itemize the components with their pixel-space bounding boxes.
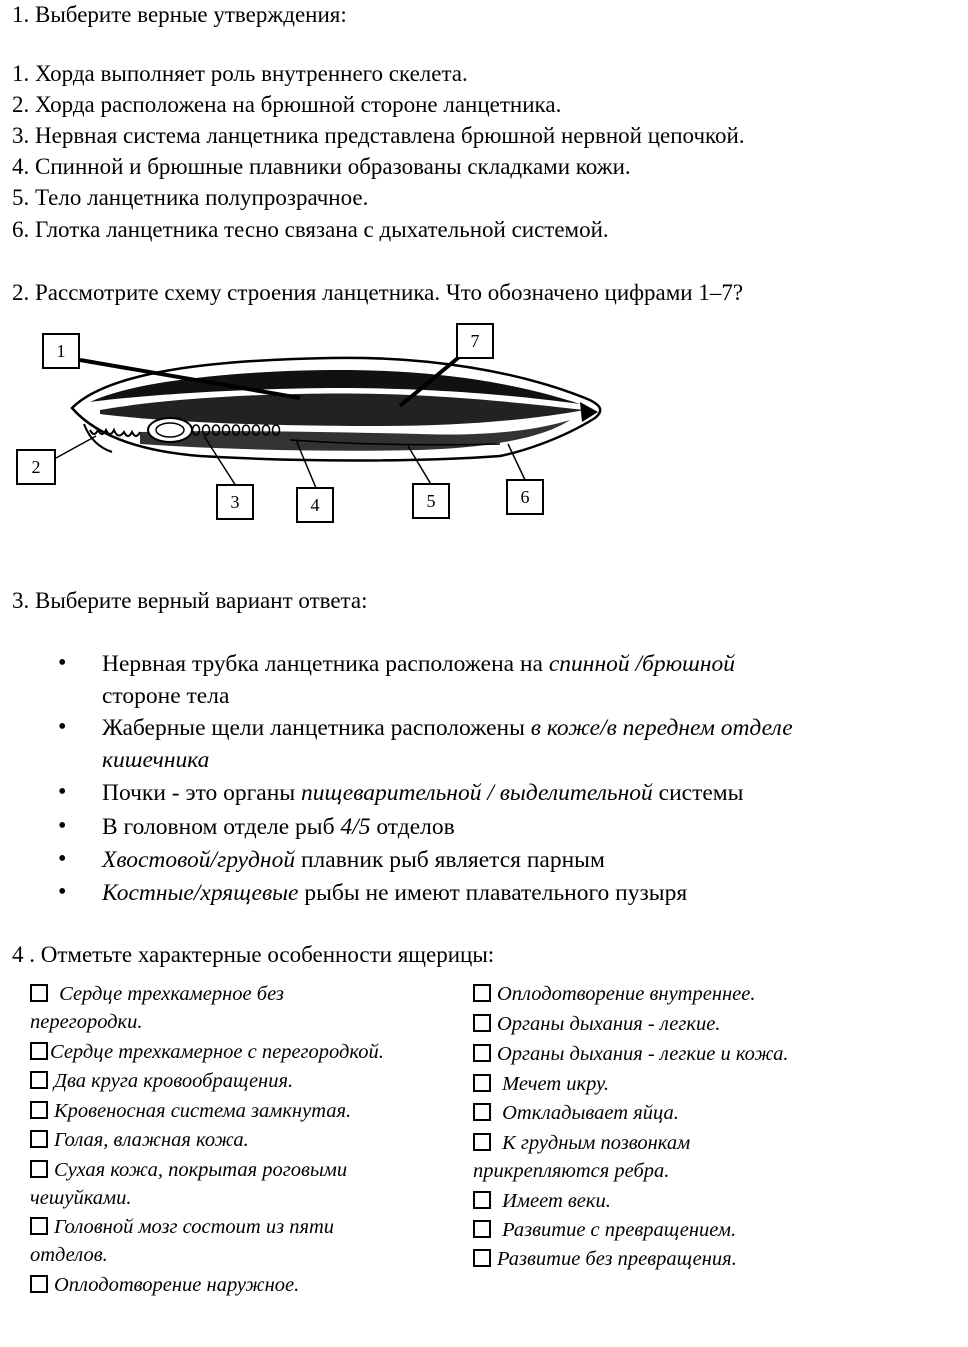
option-heart-no-septum-cont: перегородки. (30, 1011, 143, 1033)
q3-bullet-2: Жаберные щели ланцетника расположены в коже/в переднем отделе (102, 715, 793, 741)
checkbox-icon[interactable] (30, 1160, 48, 1178)
checkbox-icon[interactable] (473, 1191, 491, 1209)
checkbox-icon[interactable] (473, 1103, 491, 1121)
bullet-6: • (58, 879, 67, 905)
option-internal-fertilization[interactable]: Оплодотворение внутреннее. (473, 980, 756, 1008)
option-has-eyelids[interactable]: Имеет веки. (473, 1187, 611, 1215)
q3-bullet-5: Хвостовой/грудной плавник рыб является парным (102, 847, 605, 873)
option-two-circulation-loops[interactable]: Два круга кровообращения. (30, 1067, 293, 1095)
option-lays-eggs[interactable]: Откладывает яйца. (473, 1099, 679, 1127)
option-metamorphosis[interactable]: Развитие с превращением. (473, 1216, 736, 1244)
checkbox-icon[interactable] (30, 1217, 48, 1235)
option-external-fertilization[interactable]: Оплодотворение наружное. (30, 1271, 299, 1299)
option-heart-no-septum[interactable]: Сердце трехкамерное без (30, 980, 284, 1008)
option-dry-scaly-skin-cont: чешуйками. (30, 1187, 132, 1209)
option-heart-with-septum[interactable]: Сердце трехкамерное с перегородкой. (30, 1038, 384, 1066)
option-lungs-and-skin[interactable]: Органы дыхания - легкие и кожа. (473, 1040, 789, 1068)
checkbox-icon[interactable] (473, 1249, 491, 1267)
bullet-2: • (58, 714, 67, 740)
checkbox-icon[interactable] (30, 984, 48, 1002)
checkbox-icon[interactable] (473, 1044, 491, 1062)
bullet-1: • (58, 650, 67, 676)
diagram-label-6: 6 (506, 479, 544, 515)
diagram-label-5: 5 (412, 483, 450, 519)
option-bare-moist-skin[interactable]: Голая, влажная кожа. (30, 1126, 249, 1154)
q3-bullet-2-cont: кишечника (102, 747, 210, 773)
q1-item-5: 5. Тело ланцетника полупрозрачное. (12, 185, 369, 210)
option-spawns-roe[interactable]: Мечет икру. (473, 1070, 609, 1098)
diagram-label-7: 7 (456, 323, 494, 359)
option-brain-five-parts[interactable]: Головной мозг состоит из пяти (30, 1213, 334, 1241)
q2-title: 2. Рассмотрите схему строения ланцетника. Что обозначено цифрами 1–7? (12, 280, 744, 305)
q3-bullet-4: В головном отделе рыб 4/5 отделов (102, 814, 455, 840)
option-no-metamorphosis[interactable]: Развитие без превращения. (473, 1245, 737, 1273)
q3-bullet-6: Костные/хрящевые рыбы не имеют плавательного пузыря (102, 880, 688, 906)
q3-bullet-1: Нервная трубка ланцетника расположена на спинной /брюшной (102, 651, 736, 677)
option-ribs-attached-cont: прикрепляются ребра. (473, 1160, 670, 1182)
q1-item-6: 6. Глотка ланцетника тесно связана с дыхательной системой. (12, 217, 609, 242)
q3-title: 3. Выберите верный вариант ответа: (12, 588, 368, 613)
option-closed-circulation[interactable]: Кровеносная система замкнутая. (30, 1097, 351, 1125)
option-ribs-attached[interactable]: К грудным позвонкам (473, 1129, 690, 1157)
q1-item-3: 3. Нервная система ланцетника представлена брюшной нервной цепочкой. (12, 123, 745, 148)
checkbox-icon[interactable] (30, 1071, 48, 1089)
checkbox-icon[interactable] (30, 1101, 48, 1119)
q1-item-2: 2. Хорда расположена на брюшной стороне ланцетника. (12, 92, 562, 117)
q1-title: 1. Выберите верные утверждения: (12, 2, 347, 27)
checkbox-icon[interactable] (473, 1074, 491, 1092)
bullet-4: • (58, 813, 67, 839)
diagram-label-3: 3 (216, 484, 254, 520)
checkbox-icon[interactable] (30, 1130, 48, 1148)
checkbox-icon[interactable] (30, 1275, 48, 1293)
bullet-5: • (58, 846, 67, 872)
q3-bullet-3: Почки - это органы пищеварительной / выделительной системы (102, 780, 744, 806)
diagram-label-4: 4 (296, 487, 334, 523)
checkbox-icon[interactable] (30, 1042, 48, 1060)
pointer-2 (56, 436, 96, 458)
checkbox-icon[interactable] (473, 1014, 491, 1032)
q1-item-4: 4. Спинной и брюшные плавники образованы складками кожи. (12, 154, 631, 179)
checkbox-icon[interactable] (473, 1133, 491, 1151)
option-dry-scaly-skin[interactable]: Сухая кожа, покрытая роговыми (30, 1156, 347, 1184)
q1-item-1: 1. Хорда выполняет роль внутреннего скелета. (12, 61, 468, 86)
checkbox-icon[interactable] (473, 984, 491, 1002)
diagram-label-2: 2 (16, 449, 56, 485)
diagram-label-1: 1 (42, 333, 80, 369)
option-brain-five-parts-cont: отделов. (30, 1244, 108, 1266)
q3-bullet-1-cont: стороне тела (102, 683, 230, 709)
checkbox-icon[interactable] (473, 1220, 491, 1238)
pharynx-oval (148, 418, 192, 442)
q4-title: 4 . Отметьте характерные особенности ящерицы: (12, 942, 495, 967)
bullet-3: • (58, 779, 67, 805)
option-lungs[interactable]: Органы дыхания - легкие. (473, 1010, 720, 1038)
